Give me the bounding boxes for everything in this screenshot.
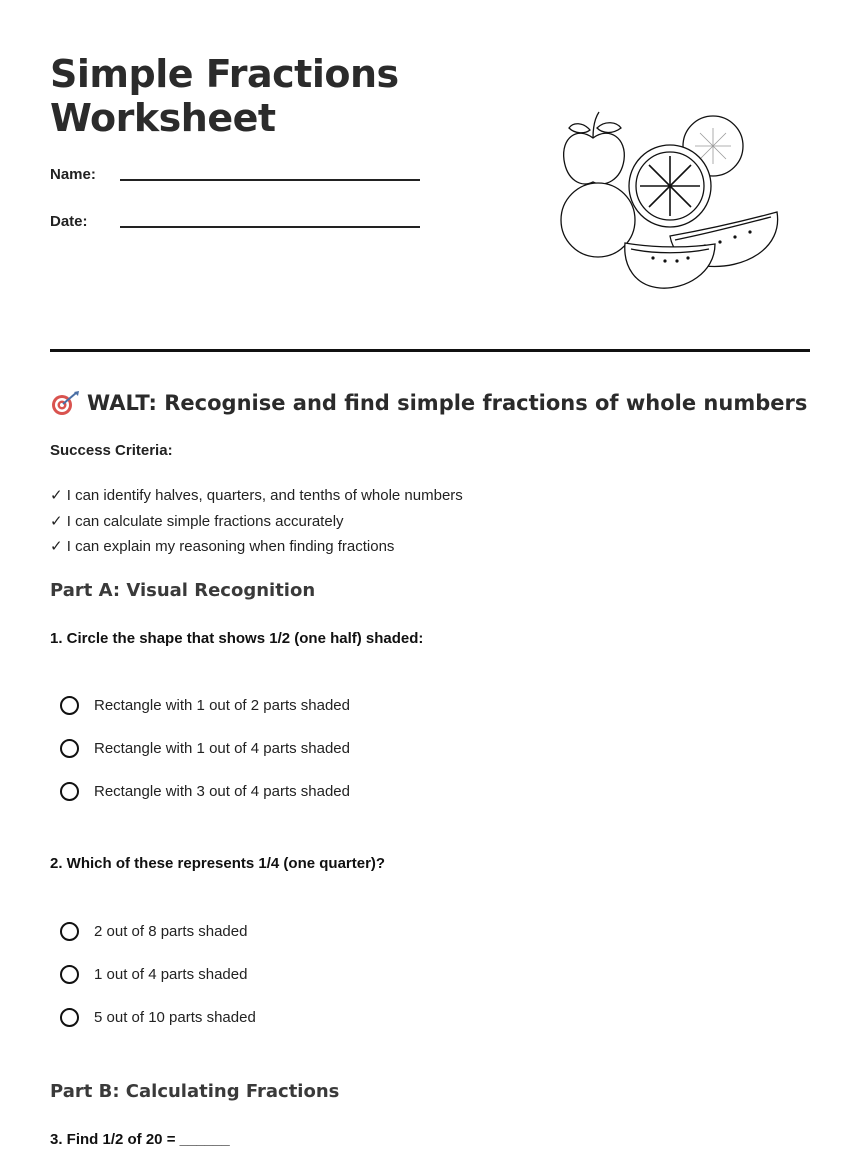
question-1-options (60, 684, 350, 813)
option-item[interactable] (60, 953, 256, 996)
target-icon (50, 390, 80, 416)
section-divider (50, 349, 810, 352)
name-line[interactable] (120, 178, 420, 181)
option-label: 2 out of 8 parts shaded (94, 923, 248, 940)
date-field[interactable] (50, 213, 420, 230)
radio-circle-icon[interactable] (60, 696, 79, 715)
criteria-item: ✓ I can explain my reasoning when finding fractions (50, 538, 395, 555)
option-label: 5 out of 10 parts shaded (94, 1009, 256, 1026)
fruit-illustration-icon (555, 108, 785, 293)
walt-heading (50, 390, 807, 416)
question-2-options (60, 910, 256, 1039)
name-label: Name: (50, 166, 96, 183)
radio-circle-icon[interactable] (60, 739, 79, 758)
question-3: 3. Find 1/2 of 20 = ______ (50, 1131, 230, 1148)
option-label: Rectangle with 1 out of 2 parts shaded (94, 697, 350, 714)
part-b-heading: Part B: Calculating Fractions (50, 1081, 340, 1102)
option-item[interactable] (60, 727, 350, 770)
title-line-1: Simple Fractions (50, 52, 399, 96)
worksheet-title (50, 52, 399, 140)
option-item[interactable] (60, 910, 256, 953)
option-label: Rectangle with 1 out of 4 parts shaded (94, 740, 350, 757)
part-a-heading: Part A: Visual Recognition (50, 580, 316, 601)
name-field[interactable] (50, 166, 420, 183)
date-line[interactable] (120, 225, 420, 228)
option-item[interactable] (60, 996, 256, 1039)
success-criteria-list (50, 483, 463, 560)
walt-text: WALT: Recognise and find simple fractions of whole numbers (87, 391, 808, 415)
radio-circle-icon[interactable] (60, 782, 79, 801)
radio-circle-icon[interactable] (60, 965, 79, 984)
criteria-item: ✓ I can identify halves, quarters, and tenths of whole numbers (50, 487, 463, 504)
date-label: Date: (50, 213, 88, 230)
success-criteria-label: Success Criteria: (50, 442, 173, 459)
question-1: 1. Circle the shape that shows 1/2 (one half) shaded: (50, 630, 424, 647)
radio-circle-icon[interactable] (60, 1008, 79, 1027)
option-item[interactable] (60, 770, 350, 813)
radio-circle-icon[interactable] (60, 922, 79, 941)
option-label: Rectangle with 3 out of 4 parts shaded (94, 783, 350, 800)
title-line-2: Worksheet (50, 96, 276, 140)
question-2: 2. Which of these represents 1/4 (one quarter)? (50, 855, 386, 872)
option-item[interactable] (60, 684, 350, 727)
option-label: 1 out of 4 parts shaded (94, 966, 248, 983)
criteria-item: ✓ I can calculate simple fractions accurately (50, 512, 344, 530)
